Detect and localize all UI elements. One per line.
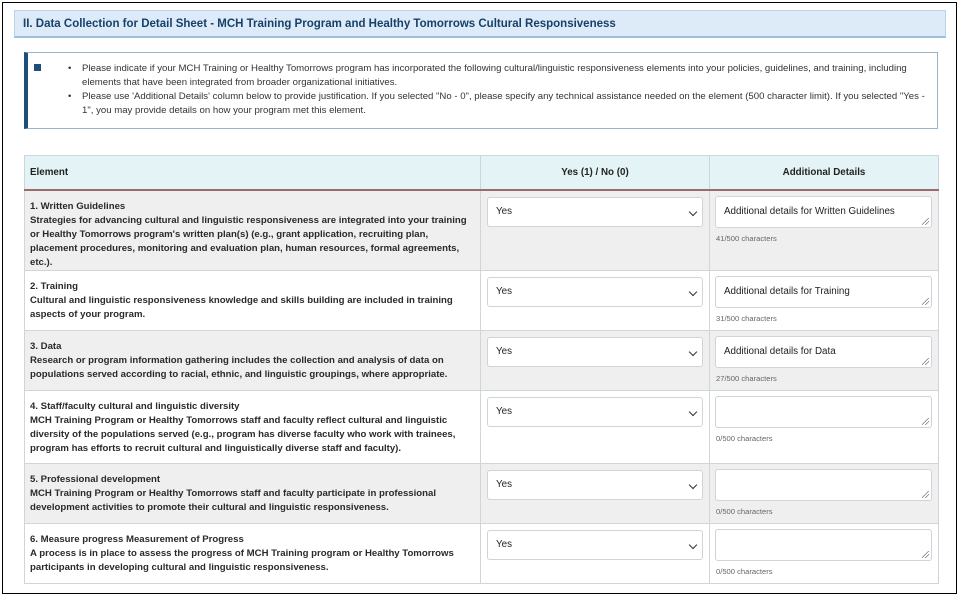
character-count: 41/500 characters	[716, 233, 777, 243]
table-row	[25, 190, 939, 271]
element-cell	[25, 330, 481, 390]
details-cell	[710, 330, 939, 390]
table-row	[25, 390, 939, 463]
yes-no-select[interactable]	[487, 470, 703, 500]
element-cell	[25, 523, 481, 583]
select-value: Yes	[496, 285, 512, 297]
yes-no-select[interactable]	[487, 530, 703, 560]
column-header-yes-no: Yes (1) / No (0)	[481, 156, 710, 190]
yes-no-cell	[481, 463, 710, 523]
column-header-details: Additional Details	[710, 156, 939, 190]
details-cell	[710, 270, 939, 330]
element-cell	[25, 270, 481, 330]
details-cell	[710, 190, 939, 271]
element-title: 2. Training	[30, 280, 78, 292]
select-value: Yes	[496, 478, 512, 490]
column-header-element: Element	[25, 156, 481, 190]
table-row	[25, 270, 939, 330]
instruction-item	[40, 62, 927, 90]
chevron-down-icon	[689, 480, 697, 488]
select-value: Yes	[496, 345, 512, 357]
yes-no-cell	[481, 270, 710, 330]
yes-no-select[interactable]	[487, 397, 703, 427]
details-textarea[interactable]	[715, 276, 932, 308]
element-description: Research or program information gathering includes the collection and analysis of data on populations served according to racial, ethnic, and linguistic groupings, where appropriate.	[30, 354, 448, 380]
details-textarea[interactable]	[715, 469, 932, 501]
element-description: MCH Training Program or Healthy Tomorrows staff and faculty reflect cultural and linguistic diversity of the populations served (e.g., program has diverse faculty who work with trainees, program has efforts to recruit cultural and linguistically diverse staff and faculty).	[30, 414, 456, 454]
instructions-panel	[24, 52, 938, 129]
instruction-text: • Please indicate if your MCH Training or Healthy Tomorrows program has incorporated the following cultural/linguistic responsiveness elements into your policies, guidelines, and training, including elements that have been integrated from broader organizational initiatives.	[60, 62, 927, 90]
element-cell	[25, 190, 481, 271]
details-cell	[710, 463, 939, 523]
chevron-down-icon	[689, 207, 697, 215]
resize-handle-icon[interactable]	[922, 418, 929, 425]
select-value: Yes	[496, 538, 512, 550]
resize-handle-icon[interactable]	[922, 218, 929, 225]
element-description: MCH Training Program or Healthy Tomorrows staff and faculty participate in professional development activities to promote their cultural and linguistic responsiveness.	[30, 487, 437, 513]
details-value: Additional details for Training	[724, 285, 850, 297]
chevron-down-icon	[689, 407, 697, 415]
table-row	[25, 463, 939, 523]
element-title: 3. Data	[30, 340, 62, 352]
chevron-down-icon	[689, 287, 697, 295]
chevron-down-icon	[689, 347, 697, 355]
character-count: 27/500 characters	[716, 373, 777, 383]
cultural-elements-table	[24, 155, 939, 584]
details-textarea[interactable]	[715, 336, 932, 368]
yes-no-cell	[481, 190, 710, 271]
instruction-item	[40, 90, 927, 118]
character-count: 0/500 characters	[716, 433, 773, 443]
yes-no-cell	[481, 330, 710, 390]
details-textarea[interactable]	[715, 196, 932, 228]
select-value: Yes	[496, 405, 512, 417]
element-title: 4. Staff/faculty cultural and linguistic diversity	[30, 400, 240, 412]
element-description: A process is in place to assess the progress of MCH Training program or Healthy Tomorrows participants in developing cultural and linguistic responsiveness.	[30, 547, 454, 573]
resize-handle-icon[interactable]	[922, 358, 929, 365]
table-header-row	[25, 156, 939, 190]
character-count: 0/500 characters	[716, 566, 773, 576]
yes-no-select[interactable]	[487, 337, 703, 367]
element-title: 5. Professional development	[30, 473, 161, 485]
details-cell	[710, 390, 939, 463]
yes-no-cell	[481, 390, 710, 463]
table-row	[25, 330, 939, 390]
details-cell	[710, 523, 939, 583]
resize-handle-icon[interactable]	[922, 551, 929, 558]
element-description: Strategies for advancing cultural and linguistic responsiveness are integrated into your training or Healthy Tomorrows program's written plan(s) (e.g., grant application, recruiting plan, placement procedures, monitoring and evaluation plan, human resources, formal agreements, etc.).	[30, 214, 467, 268]
element-description: Cultural and linguistic responsiveness knowledge and skills building are included in training aspects of your program.	[30, 294, 453, 320]
character-count: 31/500 characters	[716, 313, 777, 323]
character-count: 0/500 characters	[716, 506, 773, 516]
resize-handle-icon[interactable]	[922, 298, 929, 305]
yes-no-select[interactable]	[487, 197, 703, 227]
yes-no-cell	[481, 523, 710, 583]
instruction-text: • Please use 'Additional Details' column below to provide justification. If you selected "No - 0", please specify any technical assistance needed on the element (500 character limit). If you selected "Yes - 1", you may provide details on how your program met this element.	[60, 90, 927, 118]
element-cell	[25, 390, 481, 463]
element-title: 6. Measure progress Measurement of Progress	[30, 533, 244, 545]
details-textarea[interactable]	[715, 396, 932, 428]
element-title: 1. Written Guidelines	[30, 200, 126, 212]
chevron-down-icon	[689, 540, 697, 548]
section-title: II. Data Collection for Detail Sheet - MCH Training Program and Healthy Tomorrows Cultural Responsiveness	[14, 10, 946, 38]
table-row	[25, 523, 939, 583]
select-value: Yes	[496, 205, 512, 217]
details-value: Additional details for Data	[724, 345, 836, 357]
details-textarea[interactable]	[715, 529, 932, 561]
element-cell	[25, 463, 481, 523]
details-value: Additional details for Written Guidelines	[724, 205, 895, 217]
yes-no-select[interactable]	[487, 277, 703, 307]
resize-handle-icon[interactable]	[922, 491, 929, 498]
